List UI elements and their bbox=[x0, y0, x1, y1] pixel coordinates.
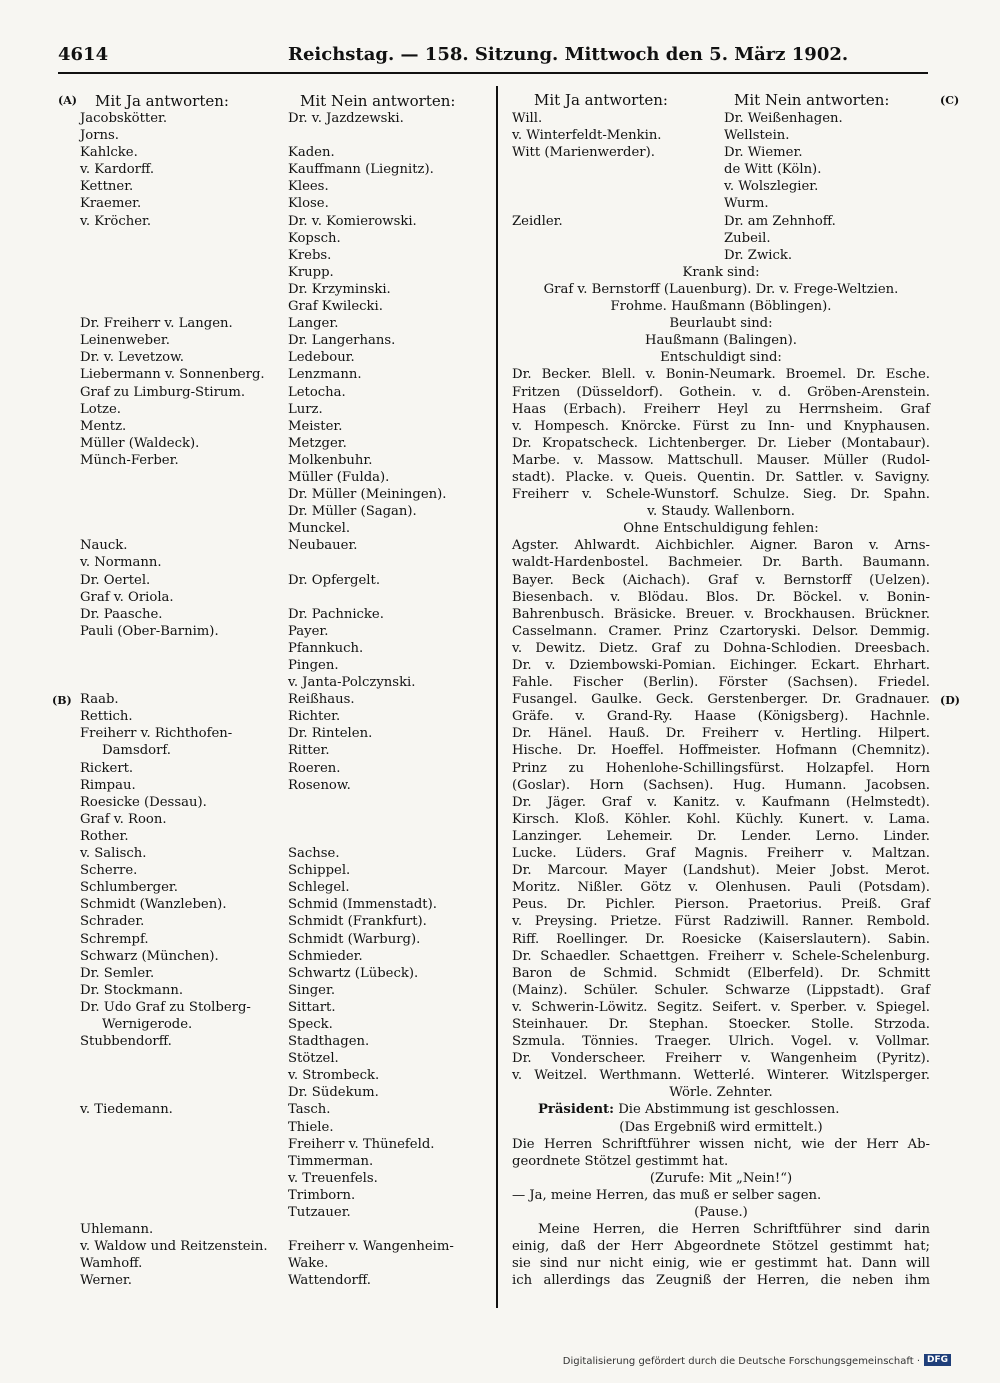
ohne-line: Peus. Dr. Pichler. Pierson. Praetorius. Preiß. Graf bbox=[512, 897, 930, 913]
nein-name: Dr. am Zehnhoff. bbox=[724, 213, 836, 229]
ja-name: Uhlemann. bbox=[80, 1222, 154, 1238]
ja-name: Kettner. bbox=[80, 179, 134, 195]
page-number: 4614 bbox=[58, 44, 109, 65]
ohne-line: Bayer. Beck (Aichach). Graf v. Bernstorff (Uelzen). bbox=[512, 572, 930, 588]
nein-name: Schwartz (Lübeck). bbox=[288, 965, 419, 981]
nein-name: Langer. bbox=[288, 316, 339, 332]
ohne-line: v. Schwerin-Löwitz. Segitz. Seifert. v. Sperber. v. Spiegel. bbox=[512, 999, 930, 1015]
ja-name: Schwarz (München). bbox=[80, 948, 219, 964]
ohne-line: Dr. Hänel. Hauß. Dr. Freiherr v. Hertling. Hilpert. bbox=[512, 726, 930, 742]
ohne-line: v. Preysing. Prietze. Fürst Radziwill. Ranner. Rembold. bbox=[512, 914, 930, 930]
vote-row bbox=[512, 144, 930, 161]
ja-name bbox=[80, 674, 280, 691]
entschuldigt-list bbox=[512, 366, 930, 520]
nein-name: Pingen. bbox=[288, 658, 339, 673]
nein-name bbox=[288, 127, 493, 144]
ja-name: Kahlcke. bbox=[80, 145, 138, 161]
ja-name: Will. bbox=[512, 111, 543, 126]
paragraph-3-line: ich allerdings das Zeugniß der Herren, die neben ihm bbox=[512, 1273, 930, 1289]
vote-row bbox=[512, 195, 930, 212]
nein-name: Timmerman. bbox=[288, 1153, 374, 1169]
nein-name: Dr. Weißenhagen. bbox=[724, 111, 843, 126]
nein-name: Speck. bbox=[288, 1016, 333, 1032]
margin-marker-a: (A) bbox=[58, 94, 77, 107]
ja-name: Nauck. bbox=[80, 538, 128, 554]
nein-name: Dr. Opfergelt. bbox=[288, 572, 381, 588]
ohne-line: Bahrenbusch. Bräsicke. Breuer. v. Brockhausen. Brückner. bbox=[512, 606, 930, 622]
paragraph-3-line: sie sind nur nicht einig, wie er gestimmt hat. Dann will bbox=[512, 1256, 930, 1272]
page-header bbox=[58, 40, 928, 68]
ja-name bbox=[80, 469, 280, 486]
president-label: Präsident: bbox=[538, 1102, 615, 1118]
nein-name: Lurz. bbox=[288, 401, 323, 417]
nein-name: Wellstein. bbox=[724, 128, 790, 144]
nein-name: Richter. bbox=[288, 709, 341, 725]
nein-name: Dr. Langerhans. bbox=[288, 333, 396, 349]
nein-name: Letocha. bbox=[288, 384, 346, 400]
ja-name bbox=[80, 640, 280, 657]
nein-name: Ledebour. bbox=[288, 350, 355, 366]
ja-name: Rettich. bbox=[80, 709, 133, 725]
nein-name: Dr. Müller (Meiningen). bbox=[288, 487, 447, 503]
nein-name: Payer. bbox=[288, 623, 329, 639]
ja-name: Kraemer. bbox=[80, 196, 142, 212]
ja-name bbox=[80, 1050, 280, 1067]
nein-name: Molkenbuhr. bbox=[288, 452, 373, 468]
ja-name bbox=[80, 1204, 280, 1221]
nein-name: Klose. bbox=[288, 196, 329, 212]
ohne-line: Casselmann. Cramer. Prinz Czartoryski. Delsor. Demmig. bbox=[512, 623, 930, 639]
krank-heading: Krank sind: bbox=[682, 264, 760, 280]
ohne-line: Kirsch. Kloß. Köhler. Kohl. Küchly. Kunert. v. Lama. bbox=[512, 811, 930, 827]
vote-row bbox=[512, 110, 930, 127]
ja-name: Wernigerode. bbox=[102, 1016, 193, 1032]
ja-name bbox=[80, 1153, 280, 1170]
ohne-list bbox=[512, 537, 930, 1084]
paragraph-1-last: geordnete Stötzel gestimmt hat. bbox=[512, 1153, 729, 1169]
header-rule bbox=[58, 72, 928, 74]
footer-credit bbox=[562, 1355, 949, 1367]
right-nein-heading: Mit Nein antworten: bbox=[734, 91, 890, 109]
ohne-line: Riff. Roellinger. Dr. Roesicke (Kaiserslautern). Sabin. bbox=[512, 931, 930, 947]
margin-marker-b: (B) bbox=[52, 694, 72, 707]
nein-name: Dr. Zwick. bbox=[724, 247, 793, 263]
ja-name bbox=[80, 1119, 280, 1136]
nein-name: Dr. Müller (Sagan). bbox=[288, 504, 417, 520]
ja-name bbox=[80, 230, 280, 247]
nein-name bbox=[288, 589, 493, 606]
ja-name: v. Tiedemann. bbox=[80, 1102, 173, 1118]
right-vote-rows bbox=[512, 110, 930, 264]
nein-name: Dr. v. Komierowski. bbox=[288, 213, 417, 229]
ohne-line: waldt-Hardenbostel. Bachmeier. Dr. Barth. Baumann. bbox=[512, 555, 930, 571]
nein-name bbox=[288, 828, 493, 845]
ja-name: Schlumberger. bbox=[80, 880, 178, 896]
zurufe-note: (Zurufe: Mit „Nein!“) bbox=[649, 1170, 793, 1186]
nein-name: Krupp. bbox=[288, 264, 334, 280]
ja-name: Graf v. Oriola. bbox=[80, 589, 174, 605]
nein-name: Schmid (Immenstadt). bbox=[288, 897, 437, 913]
nein-name: Meister. bbox=[288, 418, 343, 434]
nein-name: Wake. bbox=[288, 1256, 329, 1272]
ja-name: Jacobskötter. bbox=[80, 111, 168, 126]
nein-name: Lenzmann. bbox=[288, 367, 362, 383]
nein-name: Sittart. bbox=[288, 999, 336, 1015]
ja-name bbox=[80, 503, 280, 520]
ja-name: Lotze. bbox=[80, 401, 121, 417]
nein-name bbox=[288, 554, 493, 571]
entschuldigt-line: v. Hompesch. Knörcke. Fürst zu Inn- und Knyphausen. bbox=[512, 418, 930, 434]
ja-name: Jorns. bbox=[80, 128, 119, 144]
nein-name: Klees. bbox=[288, 179, 329, 195]
ja-name: Wamhoff. bbox=[80, 1256, 143, 1272]
nein-name: Schippel. bbox=[288, 863, 351, 879]
ja-name bbox=[80, 1067, 280, 1084]
nein-name: Trimborn. bbox=[288, 1187, 356, 1203]
entschuldigt-heading: Entschuldigt sind: bbox=[660, 350, 782, 366]
left-nein-heading: Mit Nein antworten: bbox=[300, 92, 456, 110]
ja-name bbox=[80, 264, 280, 281]
entschuldigt-line: Dr. Kropatscheck. Lichtenberger. Dr. Lieber (Montabaur). bbox=[512, 435, 930, 451]
nein-name: Dr. Pachnicke. bbox=[288, 606, 384, 622]
margin-marker-d: (D) bbox=[940, 694, 960, 707]
ja-name: Werner. bbox=[80, 1273, 132, 1289]
ja-name: Dr. Paasche. bbox=[80, 606, 163, 622]
ohne-line: Dr. Marcour. Mayer (Landshut). Meier Jobst. Merot. bbox=[512, 863, 930, 879]
nein-name: Wurm. bbox=[724, 196, 769, 212]
left-nein-column bbox=[288, 110, 493, 1289]
nein-name: Freiherr v. Wangenheim- bbox=[288, 1239, 454, 1255]
ohne-line: Steinhauer. Dr. Stephan. Stoecker. Stolle. Strzoda. bbox=[512, 1016, 930, 1032]
nein-name: Thiele. bbox=[288, 1119, 334, 1135]
nein-name: Müller (Fulda). bbox=[288, 469, 390, 485]
ja-name: Graf v. Roon. bbox=[80, 811, 167, 827]
ja-name: v. Winterfeldt-Menkin. bbox=[512, 128, 662, 144]
entschuldigt-line: v. Staudy. Wallenborn. bbox=[647, 504, 795, 520]
nein-name: Singer. bbox=[288, 982, 336, 998]
nein-name: Graf Kwilecki. bbox=[288, 299, 383, 315]
nein-name: Dr. Krzyminski. bbox=[288, 281, 391, 297]
nein-name: Metzger. bbox=[288, 435, 347, 451]
ja-name: Rother. bbox=[80, 828, 129, 844]
nein-name bbox=[288, 811, 493, 828]
ohne-line: Fahle. Fischer (Berlin). Förster (Sachsen). Friedel. bbox=[512, 675, 930, 691]
ja-name: Schmidt (Wanzleben). bbox=[80, 897, 227, 913]
ja-name: Dr. Freiherr v. Langen. bbox=[80, 316, 233, 332]
vote-row bbox=[512, 230, 930, 247]
ohne-line: Szmula. Tönnies. Traeger. Ulrich. Vogel. v. Vollmar. bbox=[512, 1034, 930, 1050]
ja-name bbox=[80, 657, 280, 674]
nein-name: Krebs. bbox=[288, 247, 332, 263]
footer-text: Digitalisierung gefördert durch die Deutsche Forschungsgemeinschaft · bbox=[562, 1356, 920, 1367]
ohne-line: v. Dewitz. Dietz. Graf zu Dohna-Schlodien. Dreesbach. bbox=[512, 640, 930, 656]
nein-name: Freiherr v. Thünefeld. bbox=[288, 1136, 435, 1152]
ja-name: Freiherr v. Richthofen- bbox=[80, 726, 233, 742]
nein-name: Dr. Südekum. bbox=[288, 1085, 379, 1101]
ohne-line: Biesenbach. v. Blödau. Blos. Dr. Böckel. v. Bonin- bbox=[512, 589, 930, 605]
nein-name: Neubauer. bbox=[288, 538, 358, 554]
beurlaubt-line: Haußmann (Balingen). bbox=[645, 333, 797, 349]
ja-name bbox=[80, 1187, 280, 1204]
nein-name: Munckel. bbox=[288, 521, 351, 537]
ja-name: Rimpau. bbox=[80, 777, 136, 793]
vote-row bbox=[512, 127, 930, 144]
paragraph-2: — Ja, meine Herren, das muß er selber sagen. bbox=[512, 1187, 822, 1203]
ohne-line: Baron de Schmid. Schmidt (Elberfeld). Dr. Schmitt bbox=[512, 965, 930, 981]
left-ja-heading: Mit Ja antworten: bbox=[95, 92, 229, 110]
nein-name: Sachse. bbox=[288, 846, 340, 862]
krank-line: Graf v. Bernstorff (Lauenburg). Dr. v. Frege-Weltzien. bbox=[543, 281, 899, 297]
nein-name: Tasch. bbox=[288, 1102, 331, 1118]
ja-name: Roesicke (Dessau). bbox=[80, 794, 207, 810]
ja-name: Schrempf. bbox=[80, 931, 149, 947]
ja-name: Witt (Marienwerder). bbox=[512, 145, 655, 161]
pause-note: (Pause.) bbox=[694, 1205, 748, 1220]
nein-name: Schmieder. bbox=[288, 948, 363, 964]
nein-name: Kaden. bbox=[288, 145, 335, 161]
ohne-line: Prinz zu Hohenlohe-Schillingsfürst. Holzapfel. Horn bbox=[512, 760, 930, 776]
ja-name: v. Normann. bbox=[80, 555, 162, 571]
ja-name bbox=[80, 1084, 280, 1101]
entschuldigt-line: Marbe. v. Massow. Mattschull. Mauser. Müller (Rudol- bbox=[512, 452, 930, 468]
nein-name bbox=[288, 1221, 493, 1238]
krank-list bbox=[512, 281, 930, 315]
ja-name: Zeidler. bbox=[512, 213, 563, 229]
paragraph-3 bbox=[512, 1221, 930, 1289]
nein-name: Schlegel. bbox=[288, 880, 350, 896]
nein-name: Tutzauer. bbox=[288, 1205, 351, 1220]
beurlaubt-list bbox=[512, 332, 930, 349]
nein-name: v. Strombeck. bbox=[288, 1068, 380, 1084]
nein-name: Schmidt (Warburg). bbox=[288, 931, 421, 947]
nein-name: v. Janta-Polczynski. bbox=[288, 675, 416, 691]
ohne-line: (Mainz). Schüler. Schuler. Schwarze (Lippstadt). Graf bbox=[512, 982, 930, 998]
nein-name: Pfannkuch. bbox=[288, 640, 364, 656]
nein-name: Kauffmann (Liegnitz). bbox=[288, 162, 434, 178]
president-text: Die Abstimmung ist geschlossen. bbox=[618, 1102, 840, 1118]
ja-name: Müller (Waldeck). bbox=[80, 435, 200, 451]
nein-name: Ritter. bbox=[288, 743, 330, 759]
running-title: Reichstag. — 158. Sitzung. Mittwoch den 5. März 1902. bbox=[288, 44, 849, 65]
paragraph-3-line: einig, daß der Herr Abgeordnete Stötzel gestimmt hat; bbox=[512, 1239, 930, 1255]
ja-name: v. Kardorff. bbox=[80, 162, 155, 178]
ohne-line: Moritz. Nißler. Götz v. Olenhusen. Pauli (Potsdam). bbox=[512, 880, 930, 896]
ohne-line: Fusangel. Gaulke. Geck. Gerstenberger. Dr. Gradnauer. bbox=[512, 692, 930, 708]
right-ja-heading: Mit Ja antworten: bbox=[534, 91, 668, 109]
nein-name: Stötzel. bbox=[288, 1051, 339, 1067]
nein-name: Kopsch. bbox=[288, 230, 341, 246]
vote-row bbox=[512, 213, 930, 230]
ja-name bbox=[80, 486, 280, 503]
entschuldigt-line: Freiherr v. Schele-Wunstorf. Schulze. Sieg. Dr. Spahn. bbox=[512, 487, 930, 503]
president-line bbox=[512, 1101, 930, 1118]
vote-row bbox=[512, 178, 930, 195]
nein-name: Rosenow. bbox=[288, 777, 351, 793]
nein-name bbox=[288, 794, 493, 811]
ohne-line: Dr. v. Dziembowski-Pomian. Eichinger. Eckart. Ehrhart. bbox=[512, 658, 930, 673]
ja-name bbox=[80, 520, 280, 537]
beurlaubt-heading: Beurlaubt sind: bbox=[669, 316, 773, 332]
nein-name: Zubeil. bbox=[724, 230, 771, 246]
ja-name bbox=[80, 1136, 280, 1153]
ja-name bbox=[80, 281, 280, 298]
ohne-last-line: Wörle. Zehnter. bbox=[669, 1085, 773, 1101]
ja-name: Leinenweber. bbox=[80, 333, 170, 349]
ohne-line: (Goslar). Horn (Sachsen). Hug. Humann. Jacobsen. bbox=[512, 777, 930, 793]
nein-name: v. Wolszlegier. bbox=[724, 179, 819, 195]
nein-name: Stadthagen. bbox=[288, 1034, 370, 1050]
ja-name: v. Waldow und Reitzenstein. bbox=[80, 1239, 268, 1255]
vote-row bbox=[512, 161, 930, 178]
ja-name: Raab. bbox=[80, 692, 119, 708]
ja-name: Dr. Stockmann. bbox=[80, 982, 184, 998]
ja-name: Liebermann v. Sonnenberg. bbox=[80, 367, 265, 383]
krank-line: Frohme. Haußmann (Böblingen). bbox=[610, 299, 832, 315]
entschuldigt-line: Fritzen (Düsseldorf). Gothein. v. d. Gröben-Arenstein. bbox=[512, 384, 930, 400]
paragraph-3-line: Meine Herren, die Herren Schriftführer sind darin bbox=[538, 1222, 930, 1238]
ja-name: Stubbendorff. bbox=[80, 1034, 172, 1050]
ohne-line: Lucke. Lüders. Graf Magnis. Freiherr v. Maltzan. bbox=[512, 846, 930, 862]
nein-name: Dr. Wiemer. bbox=[724, 145, 803, 161]
paragraph-1-line: Die Herren Schriftführer wissen nicht, wie der Herr Ab- bbox=[512, 1136, 930, 1152]
entschuldigt-line: Haas (Erbach). Freiherr Heyl zu Herrnsheim. Graf bbox=[512, 401, 930, 417]
nein-name: Reißhaus. bbox=[288, 692, 355, 708]
ja-name: Schrader. bbox=[80, 914, 145, 930]
paragraph-1 bbox=[512, 1136, 930, 1153]
ohne-line: v. Weitzel. Werthmann. Wetterlé. Winterer. Witzlsperger. bbox=[512, 1068, 930, 1084]
left-ja-column bbox=[80, 110, 280, 1289]
nein-name: v. Treuenfels. bbox=[288, 1170, 378, 1186]
ja-name bbox=[80, 1170, 280, 1187]
ja-name: Dr. Semler. bbox=[80, 965, 155, 981]
ohne-line: Dr. Schaedler. Schaettgen. Freiherr v. Schele-Schelenburg. bbox=[512, 948, 930, 964]
ohne-line: Dr. Jäger. Graf v. Kanitz. v. Kaufmann (Helmstedt). bbox=[512, 794, 930, 810]
right-column bbox=[512, 92, 930, 1289]
ohne-line: Lanzinger. Lehemeir. Dr. Lender. Lerno. Linder. bbox=[512, 828, 930, 844]
ohne-line: Dr. Vonderscheer. Freiherr v. Wangenheim (Pyritz). bbox=[512, 1051, 930, 1067]
ja-name: Pauli (Ober-Barnim). bbox=[80, 623, 219, 639]
ohne-line: Hische. Dr. Hoeffel. Hoffmeister. Hofmann (Chemnitz). bbox=[512, 743, 930, 759]
ja-name: Graf zu Limburg-Stirum. bbox=[80, 384, 246, 400]
ja-name: Scherre. bbox=[80, 863, 138, 879]
nein-name: Dr. Rintelen. bbox=[288, 726, 373, 742]
ohne-heading: Ohne Entschuldigung fehlen: bbox=[623, 521, 819, 537]
ja-name: Dr. Udo Graf zu Stolberg- bbox=[80, 999, 251, 1015]
ja-name: Münch-Ferber. bbox=[80, 452, 179, 468]
column-divider bbox=[496, 86, 498, 1308]
ohne-line: Gräfe. v. Grand-Ry. Haase (Königsberg). Hachnle. bbox=[512, 709, 930, 725]
nein-name: Wattendorff. bbox=[288, 1273, 371, 1289]
ergebnis-note: (Das Ergebniß wird ermittelt.) bbox=[619, 1119, 823, 1135]
margin-marker-c: (C) bbox=[940, 94, 960, 107]
ja-name: Damsdorf. bbox=[102, 743, 171, 759]
dfg-logo: DFG bbox=[924, 1354, 951, 1366]
ja-name: Dr. v. Levetzow. bbox=[80, 350, 184, 366]
nein-name: Dr. v. Jazdzewski. bbox=[288, 111, 404, 126]
ja-name: Mentz. bbox=[80, 418, 127, 434]
nein-name: Schmidt (Frankfurt). bbox=[288, 914, 427, 930]
ohne-line: Agster. Ahlwardt. Aichbichler. Aigner. Baron v. Arns- bbox=[512, 538, 930, 554]
ja-name bbox=[80, 298, 280, 315]
nein-name: Roeren. bbox=[288, 760, 341, 776]
entschuldigt-line: Dr. Becker. Blell. v. Bonin-Neumark. Broemel. Dr. Esche. bbox=[512, 367, 930, 383]
ja-name: Dr. Oertel. bbox=[80, 572, 151, 588]
ja-name: v. Kröcher. bbox=[80, 213, 152, 229]
ja-name bbox=[80, 247, 280, 264]
ja-name: Rickert. bbox=[80, 760, 134, 776]
entschuldigt-line: stadt). Placke. v. Queis. Quentin. Dr. Sattler. v. Savigny. bbox=[512, 469, 930, 485]
ja-name: v. Salisch. bbox=[80, 846, 147, 862]
vote-row bbox=[512, 247, 930, 264]
nein-name: de Witt (Köln). bbox=[724, 162, 822, 178]
